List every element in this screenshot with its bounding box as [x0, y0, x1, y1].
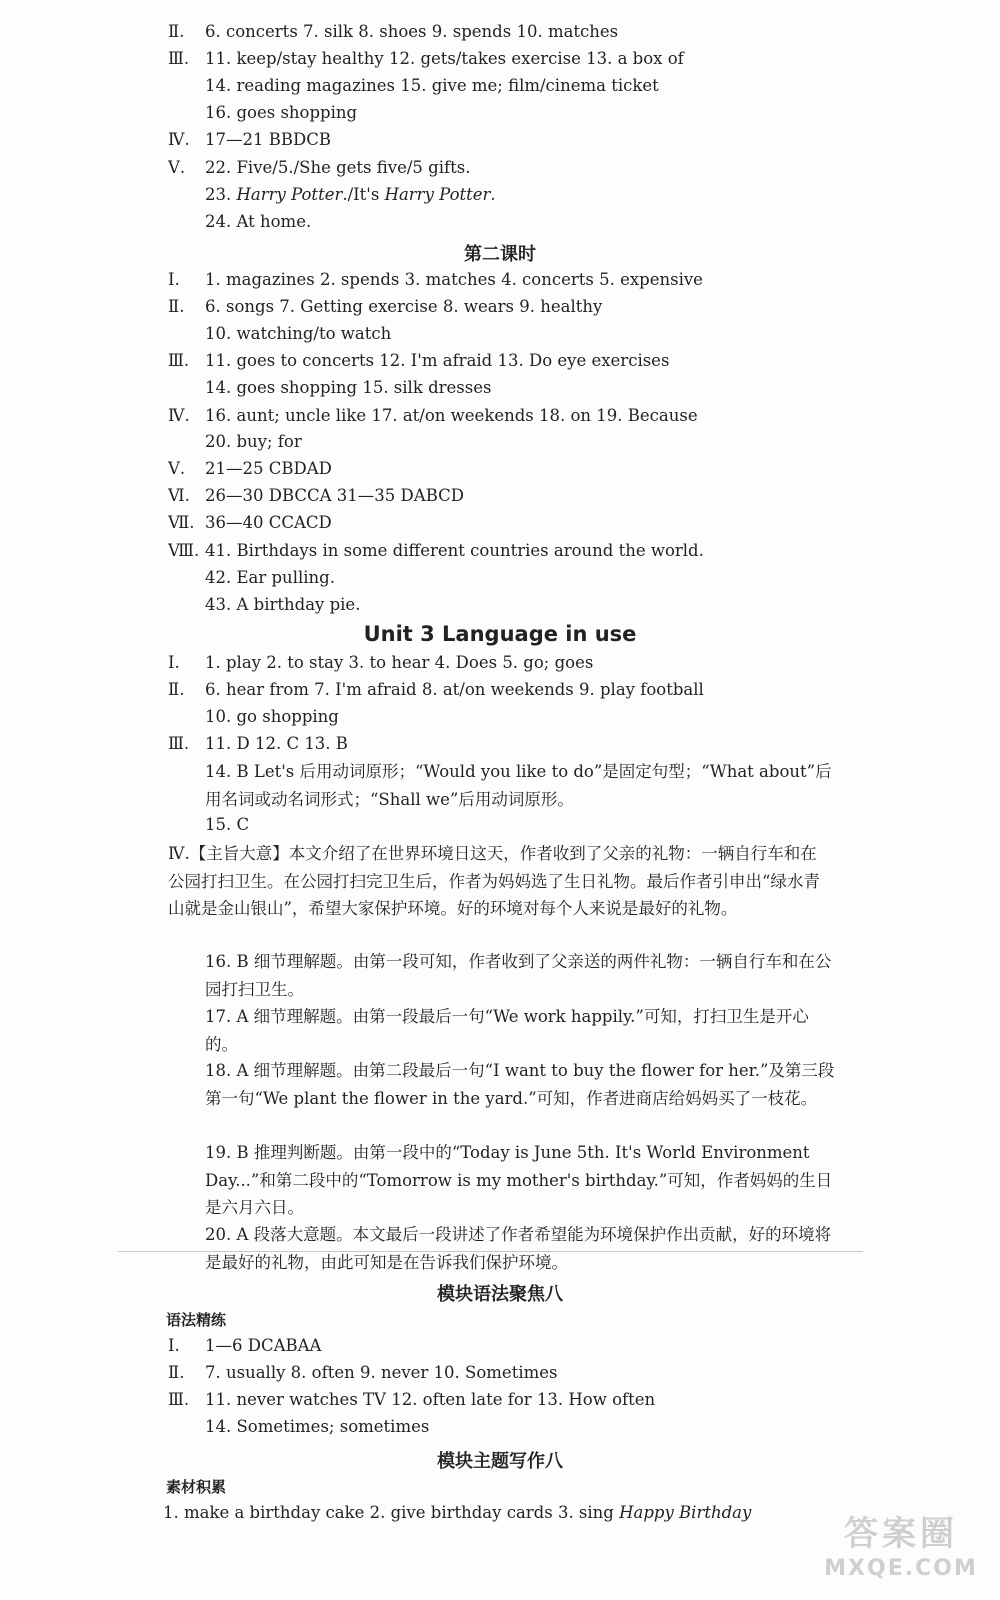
answer-text: 16. aunt; uncle like 17. at/on weekends 18. on 19. Because [205, 406, 698, 425]
answer-text: 21—25 CBDAD [205, 459, 332, 478]
section-numeral: Ⅱ. [168, 22, 185, 41]
section-numeral: Ⅶ. [168, 513, 195, 532]
answer-text: 1. make a birthday cake 2. give birthday cards 3. sing Happy Birthday [163, 1503, 752, 1522]
answer-text: 36—40 CCACD [205, 513, 332, 532]
subheading: 素材积累 [166, 1478, 227, 1496]
answer-text: 41. Birthdays in some different countries around the world. [205, 541, 704, 560]
unit-heading: Unit 3 Language in use [363, 622, 637, 646]
section-numeral: Ⅷ. [168, 541, 200, 560]
answer-paragraph: 14. B Let's 后用动词原形；“Would you like to do”是固定句型；“What about”后用名词或动名词形式；“Shall we”后用动词原形。 [205, 762, 832, 809]
section-numeral: Ⅱ. [168, 297, 185, 316]
answer-text: 14. reading magazines 15. give me; film/cinema ticket [205, 76, 659, 95]
watermark-logo [816, 1512, 986, 1592]
answer-paragraph: 19. B 推理判断题。由第一段中的“Today is June 5th. It's World Environment Day...”和第二段中的“Tomorrow is my mother's birthday.”可知，作者妈妈的生日是六月六日。 [205, 1143, 833, 1217]
section-numeral: Ⅳ. [168, 406, 190, 425]
watermark-url: MXQE.COM [824, 1556, 978, 1581]
answer-paragraph: 20. A 段落大意题。本文最后一段讲述了作者希望能为环境保护作出贡献，好的环境将是最好的礼物，由此可知是在告诉我们保护环境。 [205, 1225, 832, 1272]
answer-paragraph: 16. B 细节理解题。由第一段可知，作者收到了父亲送的两件礼物：一辆自行车和在公园打扫卫生。 [205, 952, 832, 999]
answer-text: 6. hear from 7. I'm afraid 8. at/on weekends 9. play football [205, 680, 704, 699]
answer-text: 42. Ear pulling. [205, 568, 335, 587]
section-numeral: Ⅰ. [168, 1336, 180, 1355]
answer-text: 1. play 2. to stay 3. to hear 4. Does 5. go; goes [205, 653, 594, 672]
divider [118, 1251, 863, 1252]
section-numeral: Ⅱ. [168, 680, 185, 699]
section-numeral: Ⅴ. [168, 459, 186, 478]
answer-text: 10. go shopping [205, 707, 339, 726]
subheading: 语法精练 [166, 1311, 227, 1329]
answer-text: 15. C [205, 815, 250, 834]
answer-text: 11. D 12. C 13. B [205, 734, 348, 753]
section-numeral: Ⅲ. [168, 734, 190, 753]
answer-text: 43. A birthday pie. [205, 595, 361, 614]
section-numeral: Ⅲ. [168, 351, 190, 370]
answer-text: 11. keep/stay healthy 12. gets/takes exercise 13. a box of [205, 49, 684, 68]
answer-text: 16. goes shopping [205, 103, 358, 122]
section-numeral: Ⅲ. [168, 1390, 190, 1409]
answer-paragraph: 17. A 细节理解题。由第一段最后一句“We work happily.”可知，打扫卫生是开心的。 [205, 1007, 809, 1054]
answer-text: 23. Harry Potter./It's Harry Potter. [205, 185, 496, 204]
answer-text: 10. watching/to watch [205, 324, 392, 343]
answer-text: 14. goes shopping 15. silk dresses [205, 378, 492, 397]
section-heading: 模块语法聚焦八 [437, 1284, 563, 1305]
main-idea-paragraph [168, 840, 833, 923]
answer-text: 17—21 BBDCB [205, 130, 331, 149]
section-numeral: Ⅱ. [168, 1363, 185, 1382]
main-idea-text: 【主旨大意】本文介绍了在世界环境日这天，作者收到了父亲的礼物：一辆自行车和在公园打扫卫生。在公园打扫完卫生后，作者为妈妈选了生日礼物。最后作者引申出“绿水青山就是金山银山”，希望大家保护环境。好的环境对每个人来说是最好的礼物。 [168, 844, 820, 918]
section-heading: 模块主题写作八 [437, 1451, 563, 1472]
section-numeral: Ⅲ. [168, 49, 190, 68]
answer-text: 14. Sometimes; sometimes [205, 1417, 430, 1436]
section-numeral: Ⅰ. [168, 653, 180, 672]
answer-text: 20. buy; for [205, 432, 302, 451]
section-numeral: Ⅴ. [168, 158, 186, 177]
answer-text: 1—6 DCABAA [205, 1336, 322, 1355]
answer-text: 6. concerts 7. silk 8. shoes 9. spends 10. matches [205, 22, 619, 41]
answer-text: 26—30 DBCCA 31—35 DABCD [205, 486, 464, 505]
answer-text: 6. songs 7. Getting exercise 8. wears 9. healthy [205, 297, 603, 316]
section-numeral: Ⅳ. [168, 844, 190, 863]
answer-text: 11. goes to concerts 12. I'm afraid 13. Do eye exercises [205, 351, 670, 370]
section-numeral: Ⅰ. [168, 270, 180, 289]
answer-text: 11. never watches TV 12. often late for 13. How often [205, 1390, 656, 1409]
answer-paragraph: 18. A 细节理解题。由第二段最后一句“I want to buy the flower for her.”及第三段第一句“We plant the flower in the yard.”可知，作者进商店给妈妈买了一枝花。 [205, 1061, 835, 1108]
answer-text: 1. magazines 2. spends 3. matches 4. concerts 5. expensive [205, 270, 703, 289]
answer-text: 24. At home. [205, 212, 312, 231]
answer-text: 7. usually 8. often 9. never 10. Sometimes [205, 1363, 558, 1382]
section-heading: 第二课时 [464, 244, 536, 265]
answer-text: 22. Five/5./She gets five/5 gifts. [205, 158, 471, 177]
watermark-title: 答案圈 [844, 1514, 958, 1554]
section-numeral: Ⅵ. [168, 486, 190, 505]
section-numeral: Ⅳ. [168, 130, 190, 149]
